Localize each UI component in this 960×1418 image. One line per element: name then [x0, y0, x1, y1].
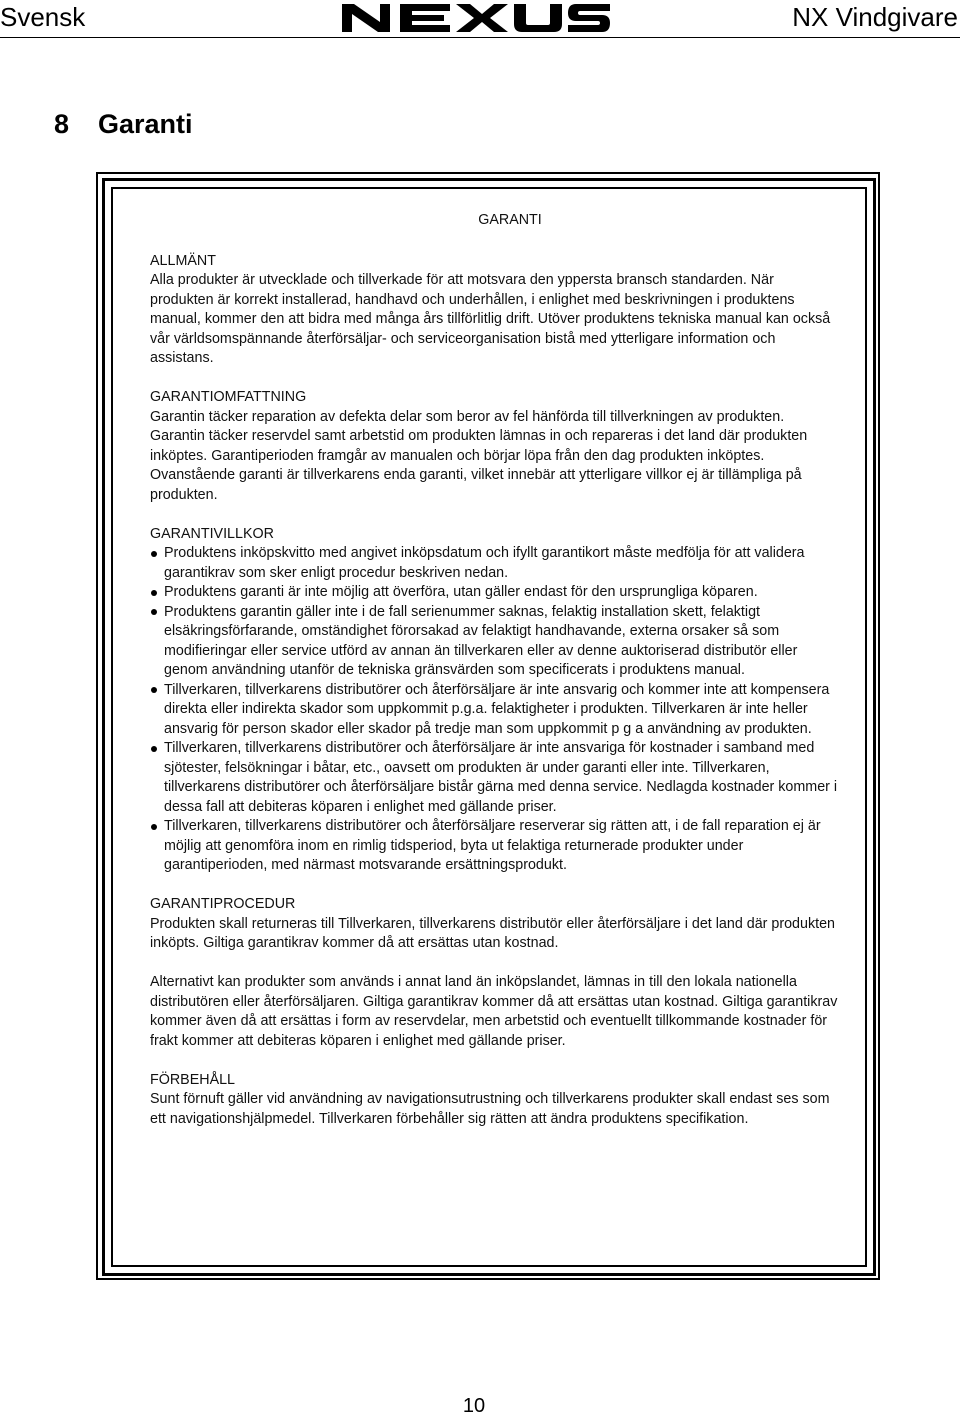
- text-procedur-2: Alternativt kan produkter som används i annat land än inköpslandet, lämnas in till den lokala nationella distributören eller återförsäljaren. Giltiga garantikrav kommer då att ersättas utan kostnad. Giltiga garantikrav kommer även då att ersättas i form av reservdelar, men arbetstid och eventuellt tillkommande kostnader för frakt kommer att debiteras köparen i enlighet med gällande priser.: [150, 974, 838, 1049]
- header-product: NX Vindgivare: [792, 2, 958, 32]
- heading-forbehall: FÖRBEHÅLL: [150, 1071, 236, 1088]
- list-item: [150, 681, 840, 740]
- section-title-text: Garanti: [98, 109, 193, 139]
- text-allmant: Alla produkter är utvecklade och tillverkade för att motsvara den yppersta bransch standarden. När produkten är korrekt installerad, handhavd och underhållen, i enlighet med beskrivningen i produktens manual, kommer den att bidra med många års tillförlitlig drift. Utöver produktens tekniska manual kan också vår världsomspännande återförsäljar- och serviceorganisation bistå med ytterligare information och assistans.: [150, 272, 831, 366]
- section-title: [54, 108, 193, 140]
- document-title: GARANTI: [478, 212, 542, 228]
- text-omfattning-1: Garantin täcker reparation av defekta delar som beror av fel hänförda till tillverkningen av produkten.: [150, 408, 785, 425]
- list-item-text: Produktens inköpskvitto med angivet inköpsdatum och ifyllt garantikort måste medfölja för att validera garantikrav som sker enligt procedur beskriven nedan.: [164, 545, 805, 581]
- nexus-logo: [340, 0, 612, 34]
- list-item-text: Produktens garantin gäller inte i de fall serienummer saknas, felaktig installation skett, felaktigt elsäkringsförfarande, omständighet förorsakad av felaktigt handhavande, externa orsaker så som modifieringar eller service utförd av annan än tillverkaren eller av denne auktoriserad distributör eller genom användning utanför de tekniska gränsvärden som specificerats i produktens manual.: [164, 603, 798, 678]
- list-item: [150, 817, 840, 876]
- list-item: [150, 544, 840, 583]
- bullet-icon: [151, 590, 157, 596]
- list-item-text: Produktens garanti är inte möjlig att överföra, utan gäller endast för den ursprungliga köparen.: [164, 584, 758, 600]
- bullet-icon: [151, 824, 157, 830]
- list-item: [150, 583, 840, 603]
- list-item-text: Tillverkaren, tillverkarens distributörer och återförsäljare är inte ansvarig och kommer inte att kompensera direkta eller indirekta skador som uppkommit p.g.a. felaktigheter i produkten. Tillverkaren är inte heller ansvarig för person skador eller skador på tredje man som uppkommit p g a användning av produkten.: [164, 681, 830, 737]
- section-omfattning: [150, 388, 840, 505]
- list-item-text: Tillverkaren, tillverkarens distributörer och återförsäljare är inte ansvariga för kostnader i samband med sjötester, felsökningar i båtar, etc., oavsett om produkten är under garanti eller inte. Tillverkaren, tillverkarens distributörer och återförsäljare bistår gärna med denna service. Nedlagda kostnader kommer i dessa fall att debiteras köparen i enlighet med gällande priser.: [164, 740, 838, 815]
- section-allmant: [150, 252, 840, 369]
- section-number: 8: [54, 109, 70, 139]
- bullet-icon: [151, 609, 157, 615]
- list-item-text: Tillverkaren, tillverkarens distributörer och återförsäljare reserverar sig rätten att, i de fall reparation ej är möjlig att genomföra inom en rimlig tidsperiod, byta ut felaktiga returnerade produkter under garantiperioden, med närmast motsvarande ersättningsprodukt.: [164, 818, 821, 873]
- section-procedur: [150, 895, 840, 954]
- text-forbehall: Sunt förnuft gäller vid användning av navigationsutrustning och tillverkarens produkter skall endast ses som ett navigationshjälpmedel. Tillverkaren förbehåller sig rätten att ändra produktens specifikation.: [150, 1091, 830, 1127]
- villkor-list: [150, 544, 840, 876]
- text-procedur-1: Produkten skall returneras till Tillverkaren, tillverkarens distributör eller återförsäljare i det land där produkten inköpts. Giltiga garantikrav kommer då att ersättas utan kostnad.: [150, 915, 835, 951]
- header-language: Svensk: [0, 2, 86, 32]
- page-number: 10: [462, 1395, 486, 1417]
- heading-allmant: ALLMÄNT: [150, 252, 216, 269]
- list-item: [150, 603, 840, 681]
- bullet-icon: [151, 746, 157, 752]
- heading-villkor: GARANTIVILLKOR: [150, 525, 274, 542]
- section-procedur-alt: [150, 973, 840, 1051]
- bullet-icon: [151, 687, 157, 693]
- warranty-document: [150, 208, 840, 1149]
- header-divider: [0, 37, 960, 38]
- heading-procedur: GARANTIPROCEDUR: [150, 896, 296, 912]
- text-omfattning-2: Garantin täcker reservdel samt arbetstid om produkten lämnas in och repareras i det land där produkten inköptes. Garantiperioden framgår av manualen och börjar löpa från den dag produkten inköptes. Ovanstående garanti är tillverkarens enda garanti, vilket innebär att ytterligare villkor ej är tillämpliga på produkten.: [150, 428, 808, 503]
- heading-omfattning: GARANTIOMFATTNING: [150, 389, 307, 405]
- section-forbehall: [150, 1071, 840, 1130]
- list-item: [150, 739, 840, 817]
- section-villkor: [150, 525, 840, 876]
- bullet-icon: [151, 551, 157, 557]
